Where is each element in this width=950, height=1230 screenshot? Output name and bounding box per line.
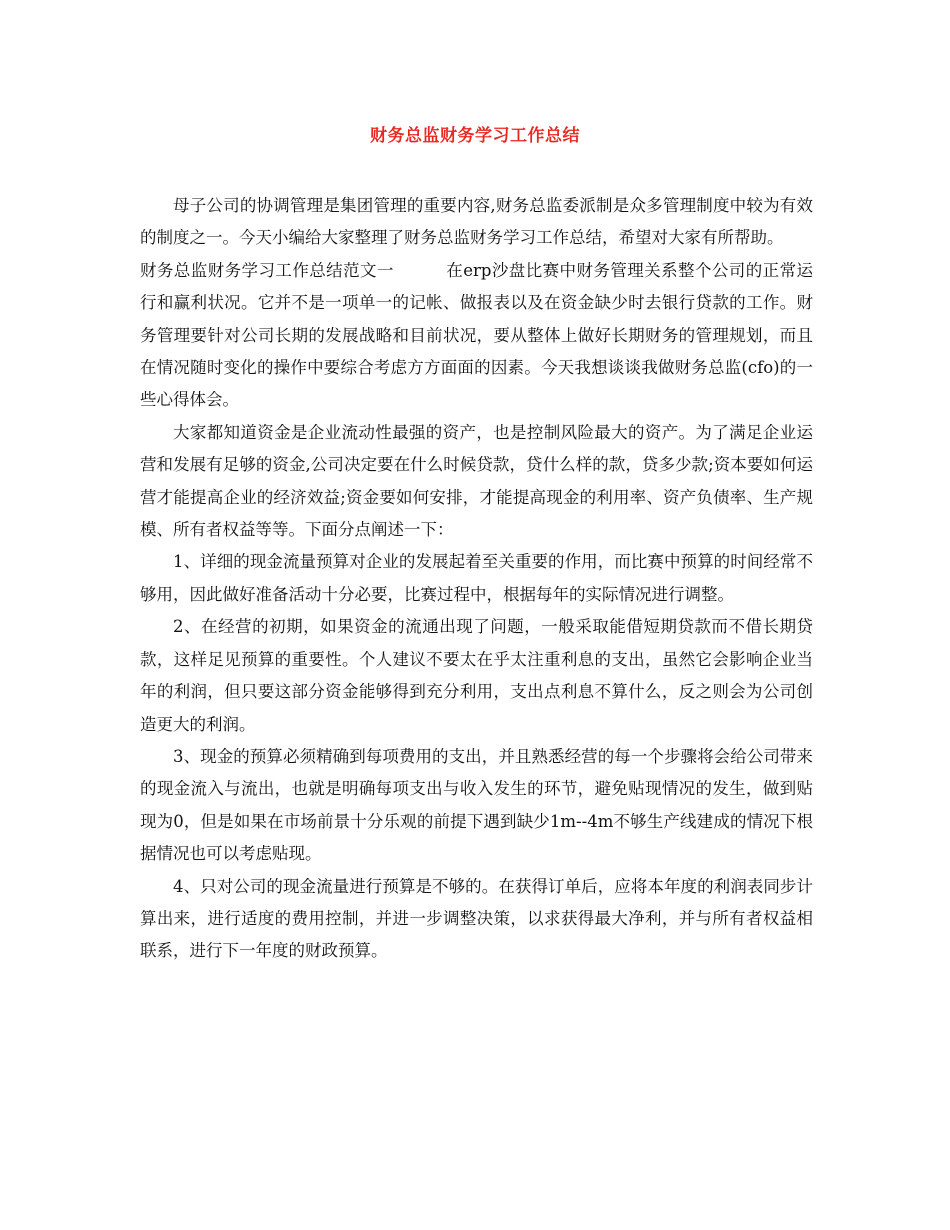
intro-paragraph: 母子公司的协调管理是集团管理的重要内容,财务总监委派制是众多管理制度中较为有效的制度之一。今天小编给大家整理了财务总监财务学习工作总结，希望对大家有所帮助。 xyxy=(140,196,813,248)
point-3-paragraph: 3、现金的预算必须精确到每项费用的支出，并且熟悉经营的每一个步骤将会给公司带来的现金流入与流出，也就是明确每项支出与收入发生的环节，避免贴现情况的发生，做到贴现为0，但是如果在市场前景十分乐观的前提下遇到缺少1m--4m不够生产线建成的情况下根据情况也可以考虑贴现。 xyxy=(140,746,813,864)
point-1-paragraph: 1、详细的现金流量预算对企业的发展起着至关重要的作用，而比赛中预算的时间经常不够用，因此做好准备活动十分必要，比赛过程中，根据每年的实际情况进行调整。 xyxy=(140,552,813,604)
section-paragraph xyxy=(140,255,813,417)
point-4-paragraph: 4、只对公司的现金流量进行预算是不够的。在获得订单后，应将本年度的利润表同步计算出来，进行适度的费用控制，并进一步调整决策，以求获得最大净利，并与所有者权益相联系，进行下一年度的财政预算。 xyxy=(140,876,813,961)
document-body xyxy=(140,190,813,968)
funds-paragraph: 大家都知道资金是企业流动性最强的资产，也是控制风险最大的资产。为了满足企业运营和发展有足够的资金,公司决定要在什么时候贷款，贷什么样的款，贷多少款;资本要如何运营才能提高企业的经济效益;资金要如何安排，才能提高现金的利用率、资产负债率、生产规模、所有者权益等等。下面分点阐述一下： xyxy=(140,422,813,540)
point-2-paragraph: 2、在经营的初期，如果资金的流通出现了问题，一般采取能借短期贷款而不借长期贷款，这样足见预算的重要性。个人建议不要太在乎太注重利息的支出，虽然它会影响企业当年的利润，但只要这部分资金能够得到充分利用，支出点利息不算什么，反之则会为公司创造更大的利润。 xyxy=(140,617,813,734)
section-first-text: 在erp沙盘比赛中财务管理关系整个公司的正常运行和赢利状况。它并不是一项单一的记帐、做报表以及在资金缺少时去银行贷款的工作。财务管理要针对公司长期的发展战略和目前状况，要从整体上做好长期财务的管理规划，而且在情况随时变化的操作中要综合考虑方方面面的因素。今天我想谈谈我做财务总监(cfo)的一些心得体会。 xyxy=(140,260,814,410)
section-heading: 财务总监财务学习工作总结范文一 xyxy=(140,260,394,280)
document-title: 财务总监财务学习工作总结 xyxy=(370,126,580,146)
